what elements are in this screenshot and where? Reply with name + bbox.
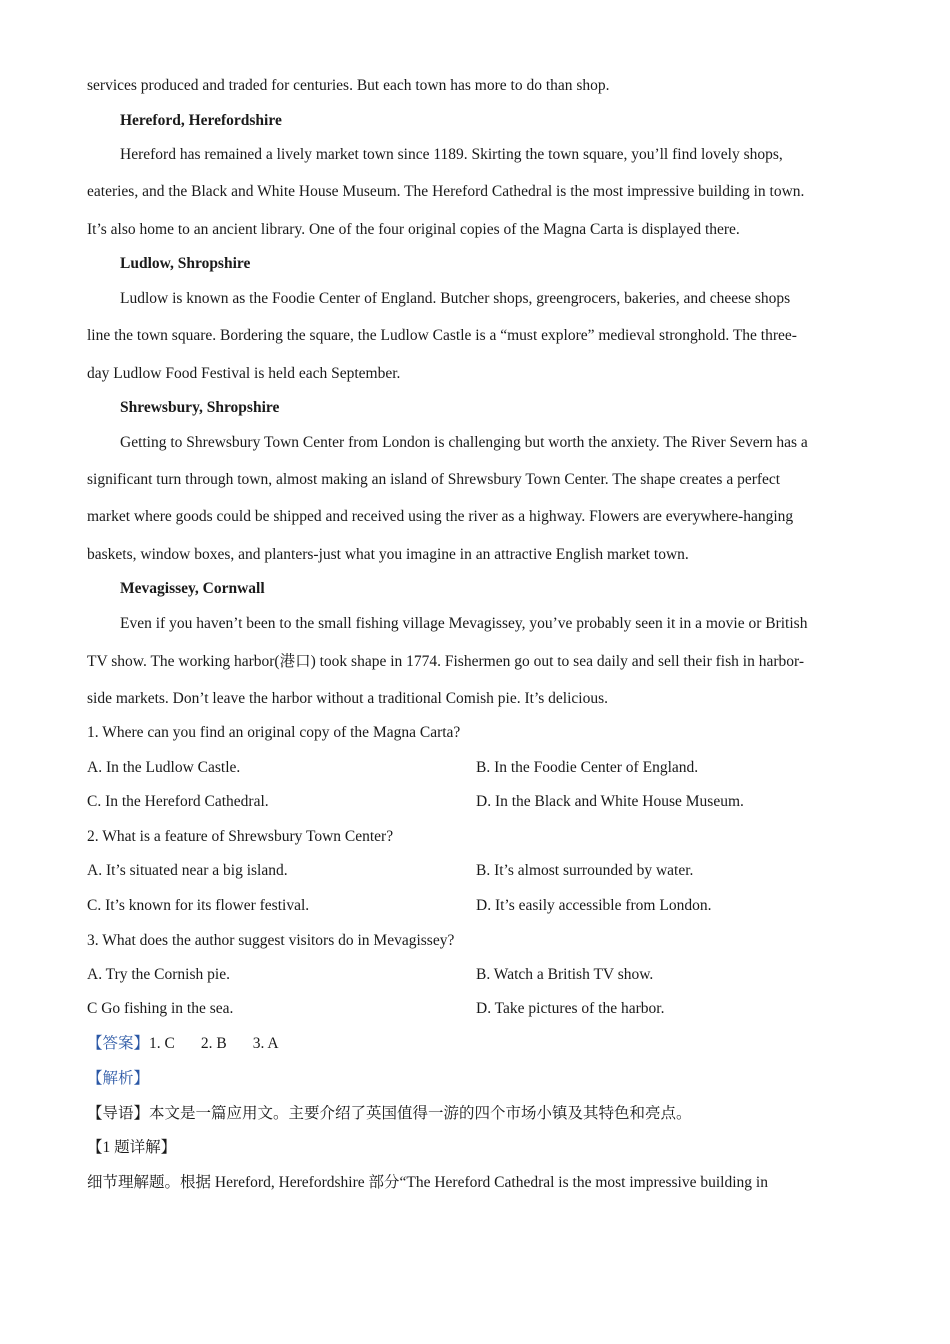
question-1-option-b: B. In the Foodie Center of England. xyxy=(476,759,699,776)
question-2-option-b: B. It’s almost surrounded by water. xyxy=(476,862,694,879)
question-1-option-a: A. In the Ludlow Castle. xyxy=(87,759,241,776)
question-stem-1: 1. Where can you find an original copy of the Magna Carta? xyxy=(87,724,461,741)
question-2-option-d: D. It’s easily accessible from London. xyxy=(476,897,712,914)
question-2-option-c: C. It’s known for its flower festival. xyxy=(87,897,310,914)
section-heading-hereford: Hereford, Herefordshire xyxy=(120,112,282,129)
question-3-option-c: C Go fishing in the sea. xyxy=(87,1000,234,1017)
paragraph-line: significant turn through town, almost making an island of Shrewsbury Town Center. The shape creates a perfect xyxy=(87,471,781,488)
paragraph-line: Ludlow is known as the Foodie Center of England. Butcher shops, greengrocers, bakeries, and cheese shops xyxy=(120,290,791,307)
question-1-option-d: D. In the Black and White House Museum. xyxy=(476,793,744,810)
answer-value-3: 3. A xyxy=(252,1035,279,1052)
paragraph-line: TV show. The working harbor(港口) took shape in 1774. Fishermen go out to sea daily and sell their fish in harbor- xyxy=(87,653,805,670)
question-1-detail-title: 【1 题详解】 xyxy=(87,1139,177,1156)
paragraph-line: It’s also home to an ancient library. One of the four original copies of the Magna Carta is displayed there. xyxy=(87,221,740,238)
answer-label: 【答案】 xyxy=(87,1035,150,1052)
question-3-option-d: D. Take pictures of the harbor. xyxy=(476,1000,665,1017)
paragraph-line: side markets. Don’t leave the harbor without a traditional Comish pie. It’s delicious. xyxy=(87,690,609,707)
section-heading-shrewsbury: Shrewsbury, Shropshire xyxy=(120,399,280,416)
paragraph-line: Hereford has remained a lively market town since 1189. Skirting the town square, you’ll find lovely shops, xyxy=(120,146,783,163)
answer-value-1: 1. C xyxy=(149,1035,175,1052)
paragraph-line: Getting to Shrewsbury Town Center from London is challenging but worth the anxiety. The River Severn has a xyxy=(120,434,808,451)
question-1-option-c: C. In the Hereford Cathedral. xyxy=(87,793,269,810)
paragraph-line: market where goods could be shipped and received using the river as a highway. Flowers are everywhere-hanging xyxy=(87,508,794,525)
paragraph-line: line the town square. Bordering the square, the Ludlow Castle is a “must explore” medieval stronghold. The three- xyxy=(87,327,797,344)
paragraph-line: eateries, and the Black and White House Museum. The Hereford Cathedral is the most impressive building in town. xyxy=(87,183,805,200)
question-stem-2: 2. What is a feature of Shrewsbury Town Center? xyxy=(87,828,394,845)
question-2-option-a: A. It’s situated near a big island. xyxy=(87,862,288,879)
section-heading-ludlow: Ludlow, Shropshire xyxy=(120,255,251,272)
question-3-option-a: A. Try the Cornish pie. xyxy=(87,966,230,983)
question-stem-3: 3. What does the author suggest visitors do in Mevagissey? xyxy=(87,932,455,949)
guide-line: 【导语】本文是一篇应用文。主要介绍了英国值得一游的四个市场小镇及其特色和亮点。 xyxy=(87,1105,692,1122)
section-heading-mevagissey: Mevagissey, Cornwall xyxy=(120,580,265,597)
answer-value-2: 2. B xyxy=(200,1035,227,1052)
analysis-label: 【解析】 xyxy=(87,1070,150,1087)
answer-line xyxy=(87,1034,867,1054)
paragraph-line: baskets, window boxes, and planters-just what you imagine in an attractive English market town. xyxy=(87,546,689,563)
question-1-detail-text: 细节理解题。根据 Hereford, Herefordshire 部分“The Hereford Cathedral is the most impressive building in xyxy=(87,1174,768,1191)
intro-line: services produced and traded for centuries. But each town has more to do than shop. xyxy=(87,77,610,94)
question-3-option-b: B. Watch a British TV show. xyxy=(476,966,654,983)
paragraph-line: Even if you haven’t been to the small fishing village Mevagissey, you’ve probably seen it in a movie or British xyxy=(120,615,808,632)
paragraph-line: day Ludlow Food Festival is held each September. xyxy=(87,365,401,382)
